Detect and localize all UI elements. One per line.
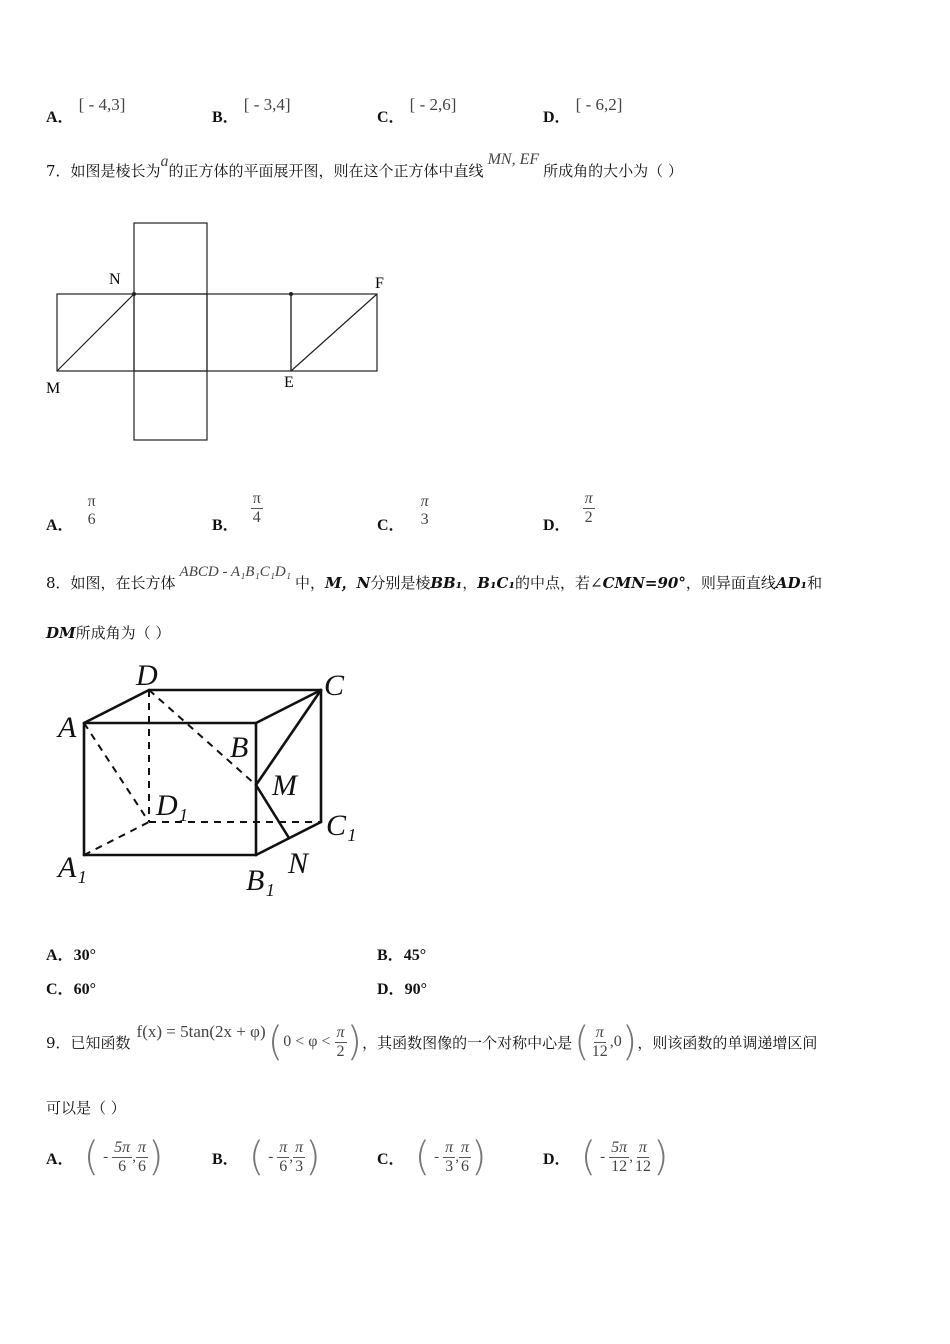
option-letter: D． [377,981,405,998]
q7-var-a: a [160,153,169,170]
fraction-numerator: π [279,1138,288,1156]
fraction-denominator: 3 [295,1157,304,1175]
q9-option-a[interactable]: A． ( - $\frac{5\pi}{6}$ , $\frac{\pi}{6}$ ) [46,1134,164,1180]
fraction-denominator: 6 [87,510,96,528]
fraction-denominator: 2 [584,509,593,526]
q9-func: f(x) = 5tan(2x + φ) [136,1022,266,1041]
option-letter: C． [377,1150,405,1168]
q8-option-c[interactable] [46,976,96,999]
label-m: M [272,769,297,802]
q8-text-mid2: 分别是棱 [370,574,431,592]
option-letter: C． [46,981,74,998]
label-a: A [58,711,77,744]
fraction-numerator: 5π [114,1138,131,1156]
option-letter: D． [543,109,571,126]
q7-text-suffix: 所成角的大小为（ ） [543,162,683,180]
label-n: N [109,271,121,288]
fraction-denominator: 6 [460,1157,469,1175]
q8-text-mid4: ，则异面直线 [685,574,776,592]
fraction-numerator: π [295,1138,304,1156]
q9-stem: 9．已知函数 f(x) = 5tan(2x + φ) ( 0 < φ < $\frac{\pi}{2}$ ) ，其函数图像的一个对称中心是 ( $\frac{\pi}{12}$ ,0 ) ，则该函数的单调递增区间 [46,1019,818,1065]
fraction-denominator: 2 [336,1042,345,1060]
q9-center-fraction [590,1024,610,1061]
fraction-denominator: 4 [252,509,261,526]
option-letter: D． [543,517,571,534]
q7-stem [46,151,683,181]
fraction-numerator: π [460,1138,469,1156]
label-e: E [284,374,294,391]
option-left-sign: - [434,1148,440,1165]
q9-cond-left: 0 < φ < [283,1033,331,1050]
option-letter: A． [46,109,74,126]
option-letter: B． [212,1150,239,1168]
label-c: C [324,669,345,702]
q8-mn: M，N [324,574,371,592]
option-right-fraction [633,1139,653,1176]
fraction-denominator: 3 [445,1157,454,1175]
q8-cuboid-figure [44,655,374,905]
q7-option-a[interactable] [46,486,98,535]
q8-bb1: BB₁ [430,574,463,592]
net-face-top [134,223,207,294]
q7-lines: MN, EF [487,151,540,168]
option-letter: A． [46,1150,74,1168]
q8-text-mid5: 和 [807,574,823,592]
label-n: N [288,847,309,880]
line-ef [291,294,377,371]
q7-cube-net-figure [40,215,400,455]
option-letter: C． [377,517,405,534]
fraction-denominator: 6 [118,1157,127,1175]
line-mn [57,294,134,371]
label-f: F [375,275,384,292]
option-value: [ - 2,6] [409,95,457,114]
q9-text-suffix: ，则该函数的单调递增区间 [637,1033,818,1052]
q8-option-a[interactable] [46,942,96,965]
option-right-fraction [293,1139,305,1176]
q8-text-mid1: 中， [294,574,325,592]
q7-text-mid: 的正方体的平面展开图，则在这个正方体中直线 [168,162,484,180]
label-c1: C₁ [326,809,357,842]
option-left-sign: - [103,1148,109,1165]
label-m: M [46,380,61,397]
option-left-sign: - [268,1148,274,1165]
fraction-denominator: 6 [137,1157,146,1175]
q7-text-prefix: 7．如图是棱长为 [46,162,161,180]
option-fraction [419,493,431,529]
q8-cmn: CMN=90° [602,574,686,592]
fraction-denominator: 6 [279,1157,288,1175]
fraction-numerator: π [584,490,593,507]
fraction-numerator: 5π [611,1138,628,1156]
q8-text-mid3: 的中点，若∠ [515,574,603,592]
option-value: 60° [73,981,96,998]
option-value: [ - 6,2] [575,95,623,114]
fraction-numerator: π [445,1138,454,1156]
option-left-sign: - [600,1148,606,1165]
option-left-fraction [443,1139,455,1176]
q8-text-prefix: 8．如图，在长方体 [46,574,176,592]
q8-option-d[interactable] [377,976,427,999]
fraction-denominator: 12 [591,1042,608,1060]
option-right-fraction [136,1139,148,1176]
fraction-denominator: 12 [634,1157,651,1175]
fraction-numerator: π [87,492,96,510]
q8-ad1: AD₁ [775,574,808,592]
fraction-denominator: 12 [611,1157,628,1175]
option-fraction [86,493,98,529]
q8-text-suffix: 所成角为（ ） [75,624,171,642]
fraction-numerator: π [595,1023,604,1041]
option-value: 30° [73,947,96,964]
q6-option-a[interactable] [46,95,126,127]
label-b1: B₁ [246,864,275,897]
q9-option-c[interactable]: C． ( - $\frac{\pi}{3}$ , $\frac{\pi}{6}$ ) [377,1134,487,1180]
q8-comma: ， [462,574,478,592]
q6-option-b[interactable] [212,95,291,127]
option-letter: D． [543,1150,571,1168]
q8-option-b[interactable] [377,942,426,965]
fraction-denominator: 3 [420,510,429,528]
q9-option-d[interactable]: D． ( - $\frac{5\pi}{12}$ , $\frac{\pi}{12}$ ) [543,1134,669,1180]
q9-center-y: ,0 [609,1033,622,1050]
fraction-numerator: π [336,1023,345,1041]
option-fraction [251,490,263,527]
q9-cond-fraction [335,1024,347,1061]
option-left-fraction [277,1139,289,1176]
q8-dm: DM [46,624,76,642]
q7-option-c[interactable] [377,486,431,535]
q8-b1c1: B₁C₁ [477,574,516,592]
option-left-fraction [609,1139,629,1176]
label-a1: A₁ [58,851,87,884]
option-letter: A． [46,517,74,534]
q8-solid: ABCD - A₁B₁C₁D₁ [179,564,291,580]
label-d1: D₁ [156,789,189,822]
option-left-fraction [112,1139,132,1176]
option-value: 45° [403,947,427,964]
option-letter: B． [212,517,239,534]
label-b: B [230,731,249,764]
option-right-fraction [459,1139,471,1176]
option-letter: A． [46,947,74,964]
option-letter: B． [212,109,239,126]
option-value: [ - 3,4] [243,95,291,114]
option-value: 90° [404,981,427,998]
net-face-bottom [134,371,207,440]
q9-option-b[interactable]: B． ( - $\frac{\pi}{6}$ , $\frac{\pi}{3}$ ) [212,1134,321,1180]
net-face-right [207,294,291,371]
q8-stem-line2 [46,622,170,643]
q9-text-prefix: 9．已知函数 [46,1033,131,1052]
q8-stem [46,564,823,593]
net-face-center [134,294,207,371]
fraction-numerator: π [638,1138,647,1156]
q9-stem-line2: 可以是（ ） [46,1099,126,1117]
option-letter: B． [377,947,404,964]
q9-text-mid: ，其函数图像的一个对称中心是 [362,1033,573,1052]
q6-option-d[interactable] [543,95,623,127]
option-letter: C． [377,109,405,126]
fraction-numerator: π [252,490,261,507]
label-d: D [136,659,158,692]
option-value: [ - 4,3] [78,95,126,114]
option-fraction [583,490,595,527]
q6-option-c[interactable] [377,95,457,127]
q7-option-d[interactable] [543,482,595,535]
q7-option-b[interactable] [212,482,263,535]
fraction-numerator: π [420,492,429,510]
fraction-numerator: π [137,1138,146,1156]
